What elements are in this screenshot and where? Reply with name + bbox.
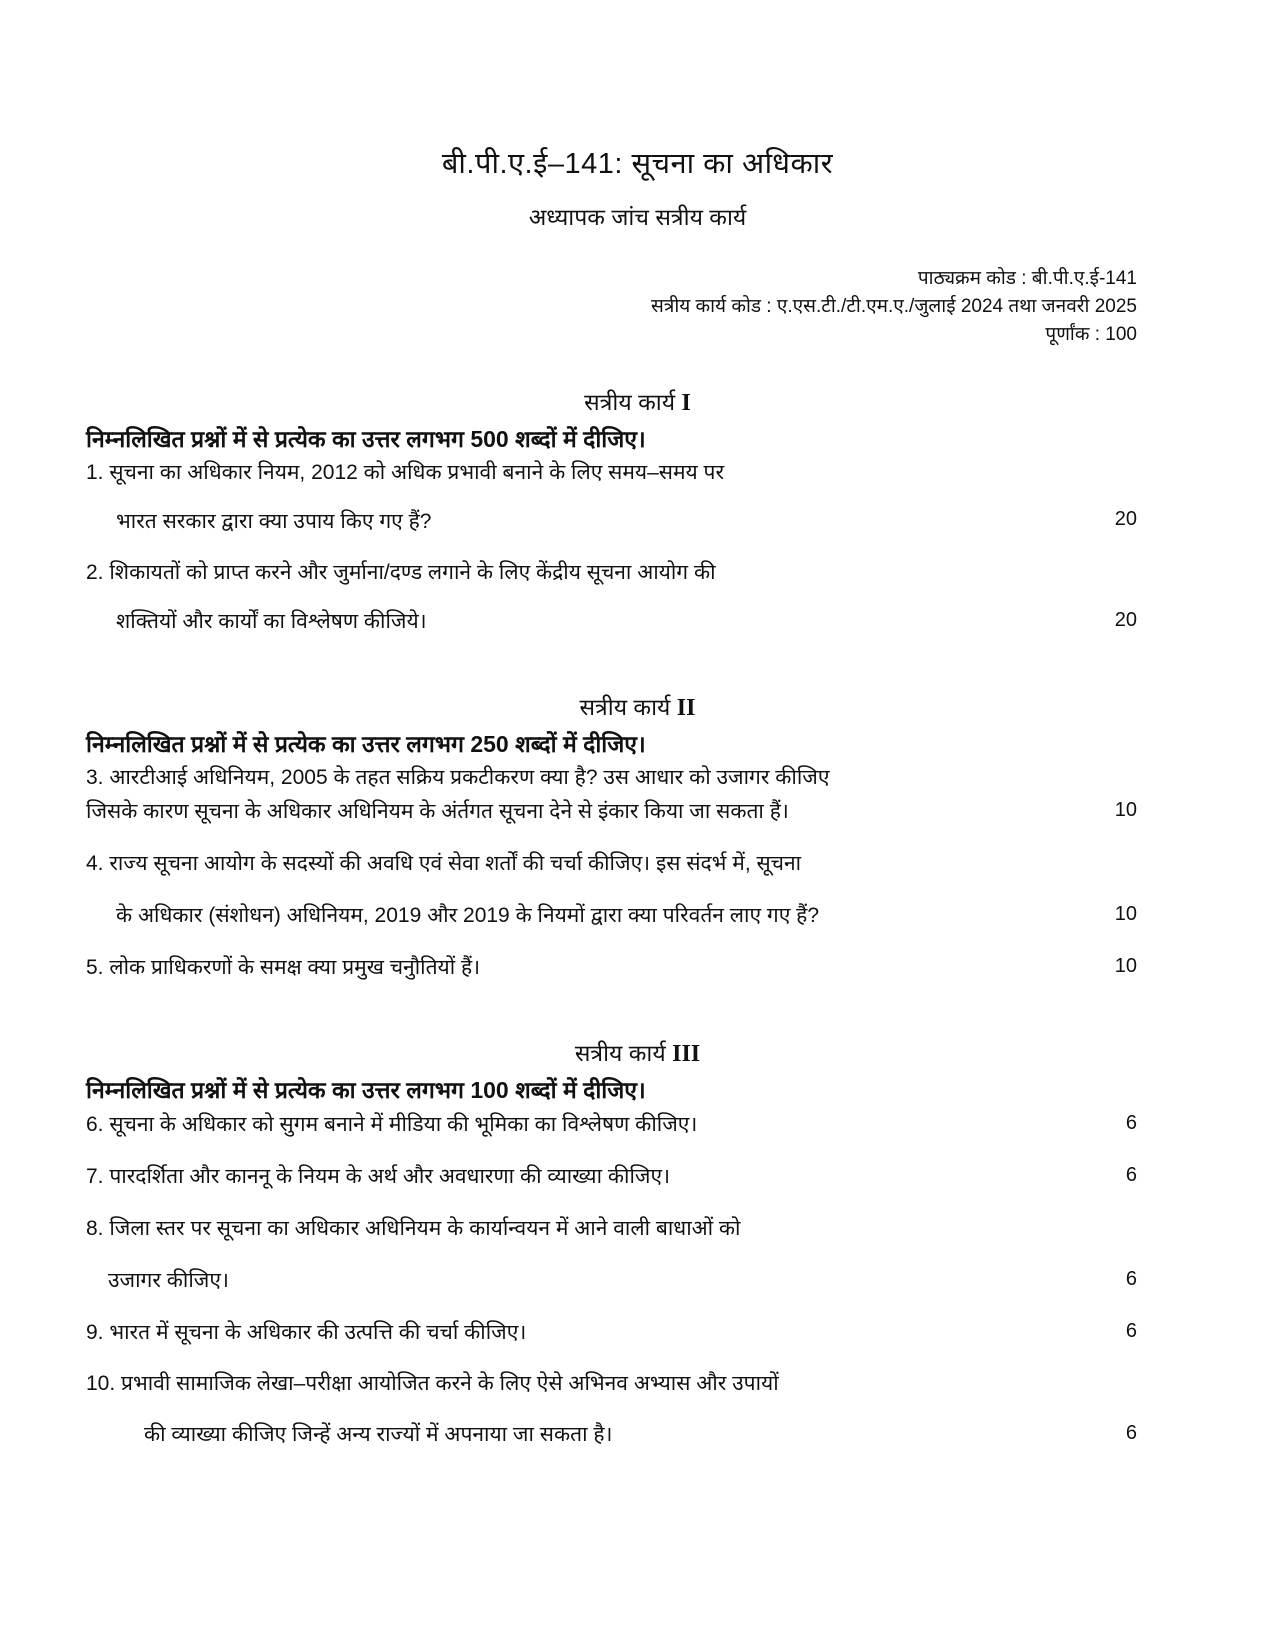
question-8-line-1: 8. जिला स्तर पर सूचना का अधिकार अधिनियम के कार्यान्वयन में आने वाली बाधाओं को [86,1217,741,1240]
question-3-line-2: जिसके कारण सूचना के अधिकार अधिनियम के अंर्तगत सूचना देने से इंकार किया जा सकता हैं। [86,800,789,823]
question-2-marks: 20 [1114,609,1137,631]
question-4-line-1: 4. राज्य सूचना आयोग के सदस्यों की अवधि एवं सेवा शर्तों की चर्चा कीजिए। इस संदर्भ में, सूचना [86,852,802,875]
section-heading-label: सत्रीय कार्य [584,389,676,415]
section-instruction: निम्नलिखित प्रश्नों में से प्रत्येक का उत्तर लगभग 100 शब्दों में दीजिए। [86,1077,646,1103]
section-roman-numeral: I [681,390,691,416]
section-instruction: निम्नलिखित प्रश्नों में से प्रत्येक का उत्तर लगभग 250 शब्दों में दीजिए। [86,731,646,757]
document-subtitle: अध्यापक जांच सत्रीय कार्य [528,204,747,230]
question-5-line-1: 5. लोक प्राधिकरणों के समक्ष क्या प्रमुख चनुौतियों हैं। [86,956,481,979]
question-8-line-2: उजागर कीजिए। [108,1269,229,1292]
question-3-marks: 10 [1114,799,1137,821]
question-8-marks: 6 [1125,1268,1137,1290]
question-10-marks: 6 [1125,1422,1137,1444]
question-10-line-2: की व्याख्या कीजिए जिन्हें अन्य राज्यों में अपनाया जा सकता है। [144,1423,613,1446]
question-3-line-1: 3. आरटीआई अधिनियम, 2005 के तहत सक्रिय प्रकटीकरण क्या है? उस आधार को उजागर कीजिए [86,766,830,789]
document-title: बी.पी.ए.ई–141: सूचना का अधिकार [441,148,834,180]
question-6-marks: 6 [1125,1112,1137,1134]
question-1-line-2: भारत सरकार द्वारा क्या उपाय किए गए हैं? [116,510,432,533]
question-1-line-1: 1. सूचना का अधिकार नियम, 2012 को अधिक प्रभावी बनाने के लिए समय–समय पर [86,461,725,484]
question-10-line-1: 10. प्रभावी सामाजिक लेखा–परीक्षा आयोजित करने के लिए ऐसे अभिनव अभ्यास और उपायों [86,1372,779,1395]
question-7-line-1: 7. पारदर्शिता और काननू के नियम के अर्थ और अवधारणा की व्याख्या कीजिए। [86,1165,671,1188]
section-heading-label: सत्रीय कार्य [579,694,671,720]
section-roman-numeral: III [672,1041,701,1067]
question-1-marks: 20 [1114,508,1137,530]
question-9-marks: 6 [1125,1320,1137,1342]
question-4-marks: 10 [1114,903,1137,925]
section-instruction: निम्नलिखित प्रश्नों में से प्रत्येक का उत्तर लगभग 500 शब्दों में दीजिए। [86,426,646,452]
course-code: पाठ्यक्रम कोड : बी.पी.ए.ई-141 [917,268,1137,289]
section-heading-1 [0,385,1275,417]
section-heading-2 [0,690,1275,722]
question-9-line-1: 9. भारत में सूचना के अधिकार की उत्पत्ति की चर्चा कीजिए। [86,1321,527,1344]
question-7-marks: 6 [1125,1164,1137,1186]
question-2-line-2: शक्तियों और कार्यों का विश्लेषण कीजिये। [116,610,427,633]
max-marks: पूर्णांक : 100 [1045,324,1137,345]
section-heading-label: सत्रीय कार्य [574,1040,666,1066]
question-6-line-1: 6. सूचना के अधिकार को सुगम बनाने में मीडिया की भूमिका का विश्लेषण कीजिए। [86,1113,698,1136]
question-4-line-2: के अधिकार (संशोधन) अधिनियम, 2019 और 2019 के नियमों द्वारा क्या परिवर्तन लाए गए हैं? [116,904,820,927]
question-2-line-1: 2. शिकायतों को प्राप्त करने और जुर्माना/दण्ड लगाने के लिए केंद्रीय सूचना आयोग की [86,561,716,584]
section-heading-3 [0,1036,1275,1068]
assignment-meta [651,265,1137,349]
assignment-code: सत्रीय कार्य कोड : ए.एस.टी./टी.एम.ए./जुलाई 2024 तथा जनवरी 2025 [650,296,1137,317]
section-roman-numeral: II [676,695,696,721]
question-5-marks: 10 [1114,955,1137,977]
